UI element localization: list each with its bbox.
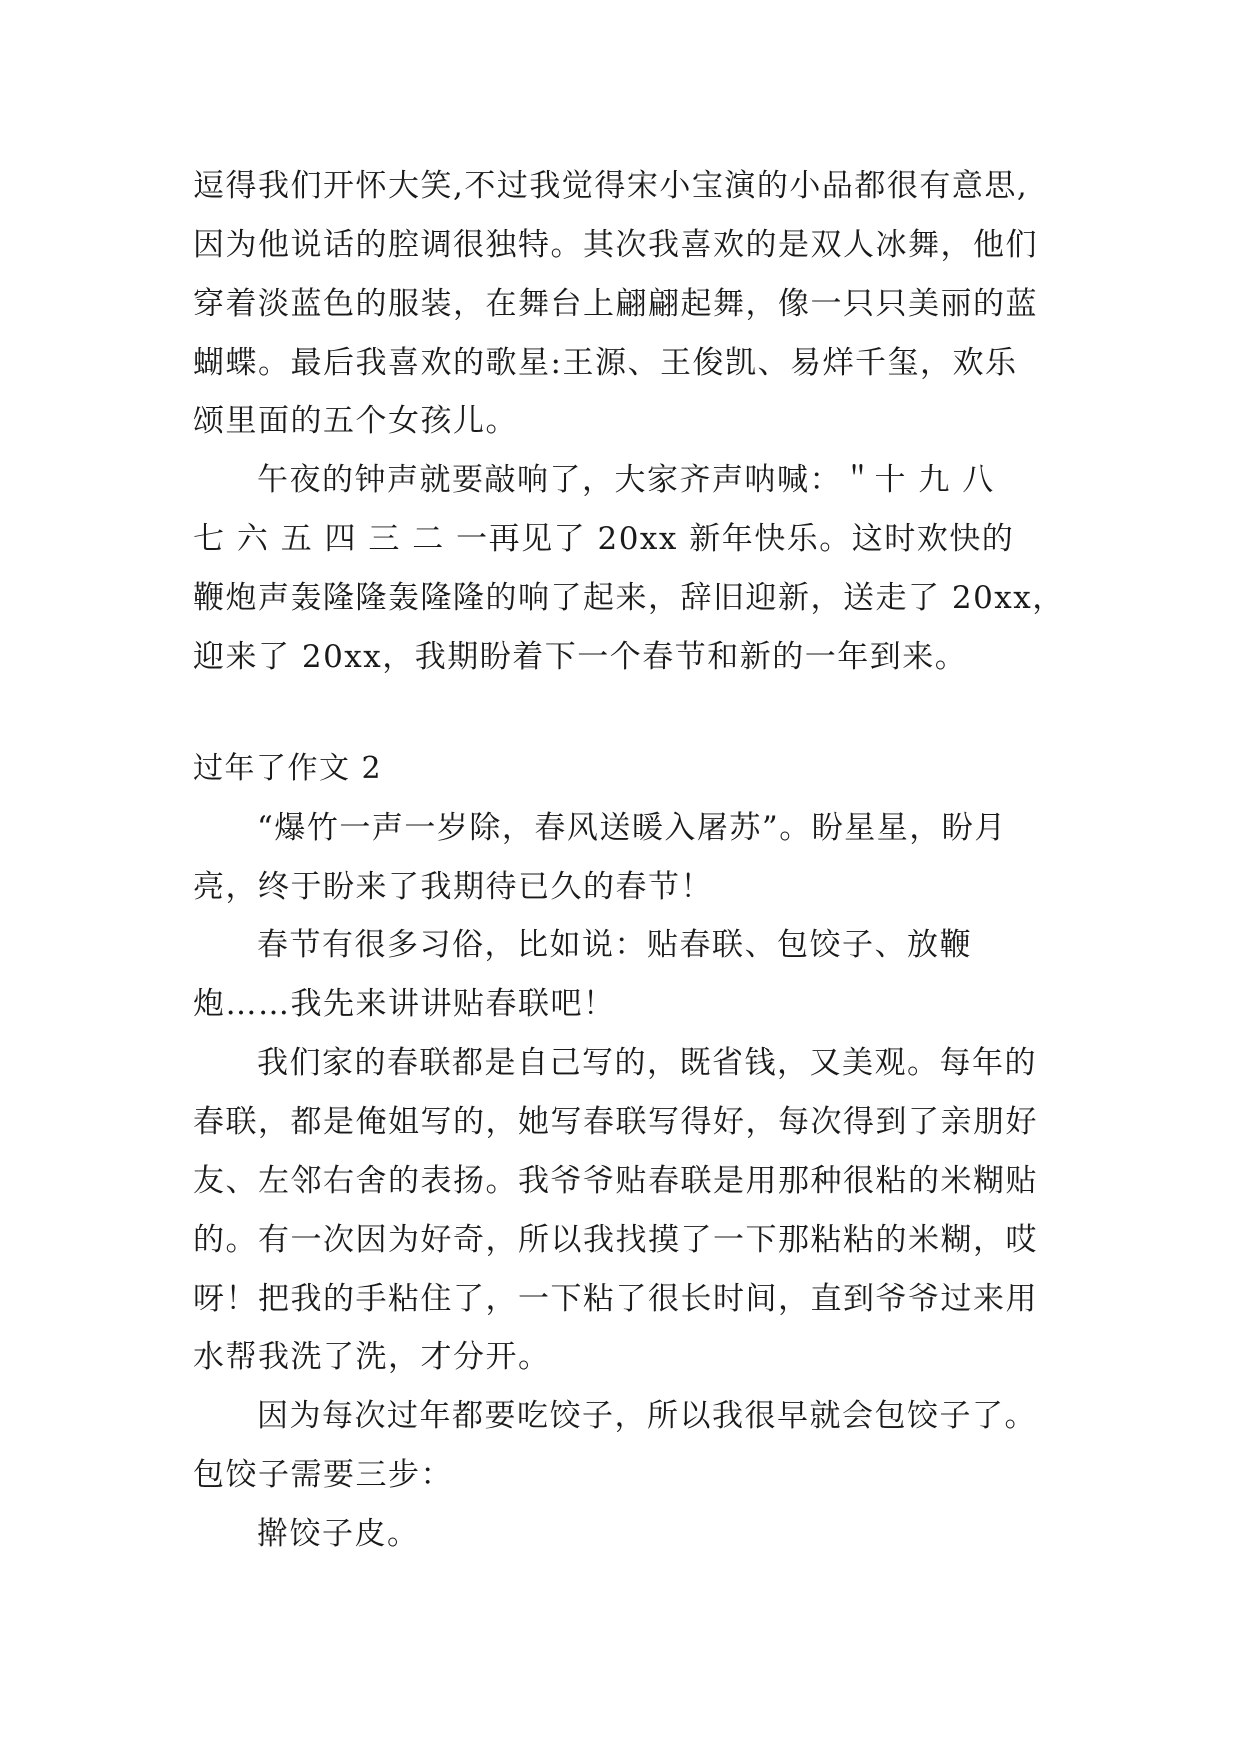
paragraph-line: 鞭炮声轰隆隆轰隆隆的响了起来，辞旧迎新，送走了 20xx， [193,580,1065,616]
paragraph-line: 因为每次过年都要吃饺子，所以我很早就会包饺子了。 [257,1398,1037,1434]
paragraph-line: 友、左邻右舍的表扬。我爷爷贴春联是用那种很粘的米糊贴 [193,1163,1038,1199]
paragraph-line: 迎来了 20xx，我期盼着下一个春节和新的一年到来。 [193,639,968,675]
paragraph-line: “爆竹一声一岁除，春风送暖入屠苏”。盼星星，盼月 [257,810,1007,846]
paragraph-line: 擀饺子皮。 [257,1516,420,1552]
paragraph-line: 春联，都是俺姐写的，她写春联写得好，每次得到了亲朋好 [193,1104,1038,1140]
paragraph-line: 因为他说话的腔调很独特。其次我喜欢的是双人冰舞，他们 [193,227,1038,263]
paragraph-line: 的。有一次因为好奇，所以我找摸了一下那粘粘的米糊，哎 [193,1222,1038,1258]
paragraph-line: 七 六 五 四 三 二 一再见了 20xx 新年快乐。这时欢快的 [193,521,1015,557]
paragraph-line: 呀！把我的手粘住了，一下粘了很长时间，直到爷爷过来用 [193,1281,1038,1317]
paragraph-line: 春节有很多习俗，比如说：贴春联、包饺子、放鞭 [257,927,972,963]
paragraph-line: 水帮我洗了洗，才分开。 [193,1339,551,1375]
paragraph-line: 我们家的春联都是自己写的，既省钱，又美观。每年的 [257,1045,1037,1081]
paragraph-line: 亮，终于盼来了我期待已久的春节！ [193,869,713,905]
paragraph-line: 逗得我们开怀大笑,不过我觉得宋小宝演的小品都很有意思, [193,168,1029,204]
paragraph-line: 炮……我先来讲讲贴春联吧！ [193,986,616,1022]
paragraph-line: 穿着淡蓝色的服装，在舞台上翩翩起舞，像一只只美丽的蓝 [193,286,1038,322]
paragraph-line: 包饺子需要三步： [193,1457,453,1493]
essay-title: 过年了作文 2 [193,751,383,786]
paragraph-line: 午夜的钟声就要敲响了，大家齐声呐喊：＂十 九 八 [257,462,995,498]
paragraph-line: 颂里面的五个女孩儿。 [193,403,518,439]
paragraph-line: 蝴蝶。最后我喜欢的歌星:王源、王俊凯、易烊千玺，欢乐 [193,345,1018,381]
